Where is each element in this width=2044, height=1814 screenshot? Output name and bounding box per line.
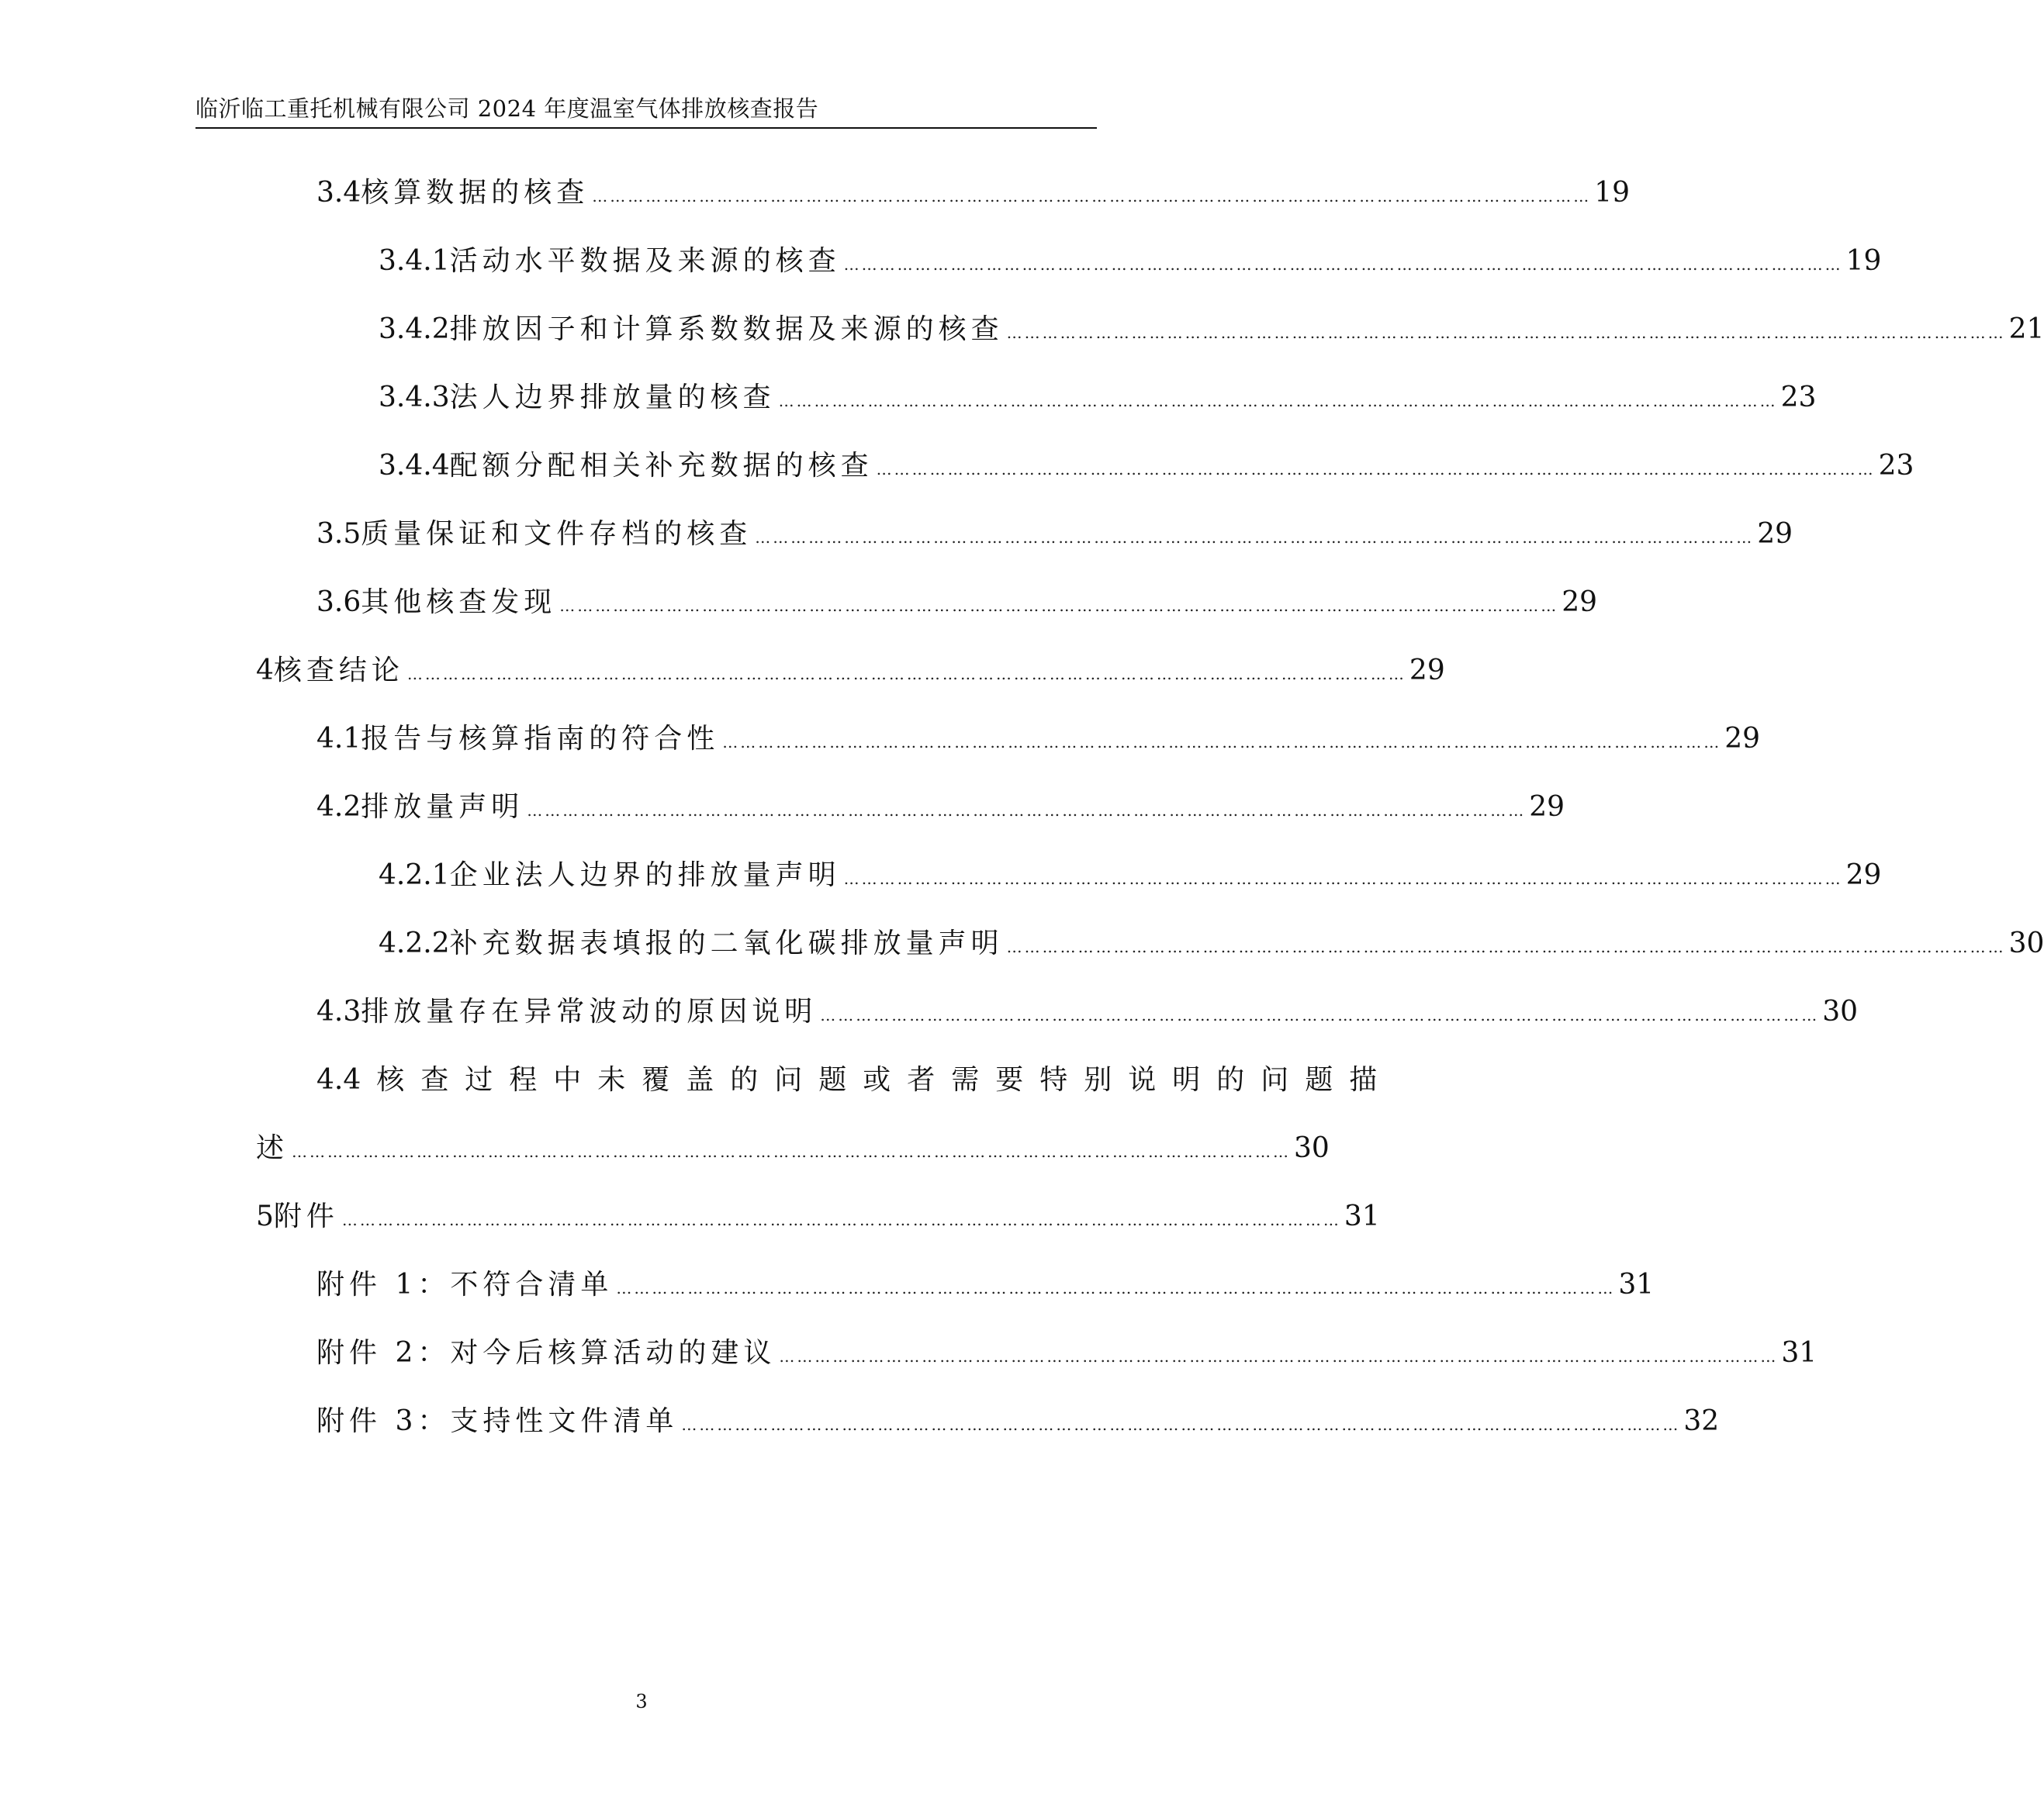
- toc-leader: ……………………………………………………………………………………………………………………………………………………: [292, 1142, 1292, 1161]
- toc-entry-annex-3[interactable]: [316, 1399, 1720, 1439]
- toc-title: 其他核查发现: [361, 586, 557, 618]
- toc-title: 对今后核算活动的建议: [450, 1337, 776, 1369]
- toc-title: 支持性文件清单: [450, 1405, 679, 1437]
- toc-title: 排放因子和计算系数数据及来源的核查: [449, 313, 1004, 345]
- toc-page-number: 19: [1594, 177, 1631, 209]
- toc-page-number: 29: [1529, 791, 1565, 823]
- toc-entry-3-6[interactable]: [316, 580, 1598, 620]
- toc-page-number: 32: [1683, 1405, 1720, 1437]
- toc-entry-4-2[interactable]: [316, 785, 1565, 824]
- toc-title: 配额分配相关补充数据的核查: [449, 450, 873, 482]
- toc-entry-4-1[interactable]: [316, 717, 1761, 756]
- toc-title: 质量保证和文件存档的核查: [361, 518, 752, 550]
- toc-leader: ……………………………………………………………………………………………………………………………………………………: [1006, 323, 2006, 342]
- toc-number: 3.4.1: [379, 245, 450, 277]
- toc-leader: ……………………………………………………………………………………………………………………………………………………: [876, 460, 1876, 479]
- toc-number: 4.2: [316, 791, 361, 823]
- toc-title: 活动水平数据及来源的核查: [449, 245, 841, 277]
- toc-title: 企业法人边界的排放量声明: [449, 859, 841, 891]
- toc-leader: ……………………………………………………………………………………………………………………………………………………: [1006, 938, 2006, 956]
- toc-title: 排放量声明: [361, 791, 524, 823]
- toc-leader: ……………………………………………………………………………………………………………………………………………………: [681, 1415, 1681, 1434]
- running-header: 临沂临工重托机械有限公司 2024 年度温室气体排放核查报告: [195, 95, 819, 122]
- toc-number: 5: [256, 1201, 274, 1232]
- toc-entry-4-4-continued[interactable]: [256, 1126, 1330, 1166]
- toc-page-number: 21: [2008, 313, 2044, 345]
- toc-leader: ……………………………………………………………………………………………………………………………………………………: [843, 869, 1843, 888]
- toc-page-number: 30: [1294, 1132, 1330, 1164]
- toc-entry-4-2-1[interactable]: [379, 853, 1882, 893]
- toc-entry-4-2-2[interactable]: [379, 921, 2044, 961]
- toc-title: 排放量存在异常波动的原因说明: [361, 996, 818, 1028]
- toc-entry-3-4-1[interactable]: [379, 239, 1882, 278]
- toc-number: 3.6: [316, 586, 361, 618]
- toc-page-number: 29: [1562, 586, 1598, 618]
- toc-page-number: 29: [1724, 723, 1761, 755]
- toc-leader: ……………………………………………………………………………………………………………………………………………………: [341, 1211, 1341, 1229]
- toc-number: 附件 1：: [316, 1269, 451, 1301]
- toc-entry-4-3[interactable]: [316, 990, 1859, 1029]
- toc-page-number: 30: [2008, 928, 2044, 959]
- toc-page-number: 31: [1344, 1201, 1380, 1232]
- toc-page-number: 31: [1781, 1337, 1817, 1369]
- toc-entry-3-4-3[interactable]: [379, 375, 1817, 415]
- toc-number: 3.5: [316, 518, 361, 550]
- toc-title: 核查过程中未覆盖的问题或者需要特别说明的问题描: [376, 1064, 1394, 1096]
- toc-number: 4.2.1: [379, 859, 450, 891]
- toc-number: 4: [256, 655, 274, 686]
- toc-title: 报告与核算指南的符合性: [361, 723, 720, 755]
- toc-page-number: 30: [1822, 996, 1859, 1028]
- header-divider: [195, 127, 1097, 129]
- toc-number: 3.4.3: [379, 382, 450, 413]
- toc-entry-annex-2[interactable]: [316, 1331, 1817, 1370]
- toc-leader: ……………………………………………………………………………………………………………………………………………………: [778, 392, 1778, 410]
- toc-leader: ……………………………………………………………………………………………………………………………………………………: [755, 528, 1755, 547]
- toc-page-number: 23: [1878, 450, 1914, 482]
- toc-number: 附件 2：: [316, 1337, 451, 1369]
- toc-leader: ……………………………………………………………………………………………………………………………………………………: [843, 255, 1843, 274]
- toc-leader: ……………………………………………………………………………………………………………………………………………………: [820, 1006, 1820, 1024]
- toc-entry-3-4-4[interactable]: [379, 444, 1914, 483]
- toc-number: 4.2.2: [379, 928, 450, 959]
- toc-title: 核查结论: [273, 655, 404, 686]
- toc-leader: ……………………………………………………………………………………………………………………………………………………: [527, 801, 1527, 820]
- page-number: 3: [635, 1691, 648, 1712]
- toc-title: 补充数据表填报的二氧化碳排放量声明: [449, 928, 1004, 959]
- toc-title: 不符合清单: [450, 1269, 614, 1301]
- toc-entry-4-4[interactable]: [316, 1058, 1394, 1097]
- toc-number: 4.3: [316, 996, 361, 1028]
- toc-number: 4.1: [316, 723, 361, 755]
- toc-leader: ……………………………………………………………………………………………………………………………………………………: [779, 1347, 1779, 1366]
- toc-entry-annex-1[interactable]: [316, 1263, 1655, 1302]
- toc-page-number: 23: [1780, 382, 1817, 413]
- toc-title: 附件: [273, 1201, 339, 1232]
- toc-leader: ……………………………………………………………………………………………………………………………………………………: [406, 665, 1406, 683]
- toc-title-continued: 述: [256, 1132, 289, 1164]
- toc-entry-3-4-2[interactable]: [379, 307, 2044, 347]
- toc-page-number: 29: [1845, 859, 1882, 891]
- toc-page-number: 29: [1757, 518, 1793, 550]
- toc-entry-4[interactable]: [256, 648, 1445, 688]
- toc-number: 4.4: [316, 1064, 361, 1096]
- toc-number: 3.4.4: [379, 450, 450, 482]
- toc-entry-5[interactable]: [256, 1194, 1380, 1234]
- toc-entry-3-5[interactable]: [316, 512, 1793, 551]
- toc-number: 3.4: [316, 177, 361, 209]
- toc-leader: ……………………………………………………………………………………………………………………………………………………: [616, 1279, 1616, 1297]
- toc-leader: ……………………………………………………………………………………………………………………………………………………: [559, 596, 1559, 615]
- toc-entry-3-4[interactable]: [316, 171, 1631, 210]
- toc-leader: ……………………………………………………………………………………………………………………………………………………: [592, 187, 1592, 206]
- toc-page-number: 29: [1409, 655, 1445, 686]
- toc-leader: ……………………………………………………………………………………………………………………………………………………: [722, 733, 1722, 752]
- toc-number: 附件 3：: [316, 1405, 451, 1437]
- toc-page-number: 19: [1845, 245, 1882, 277]
- toc-title: 核算数据的核查: [361, 177, 590, 209]
- toc-page-number: 31: [1618, 1269, 1655, 1301]
- toc-number: 3.4.2: [379, 313, 450, 345]
- toc-title: 法人边界排放量的核查: [449, 382, 776, 413]
